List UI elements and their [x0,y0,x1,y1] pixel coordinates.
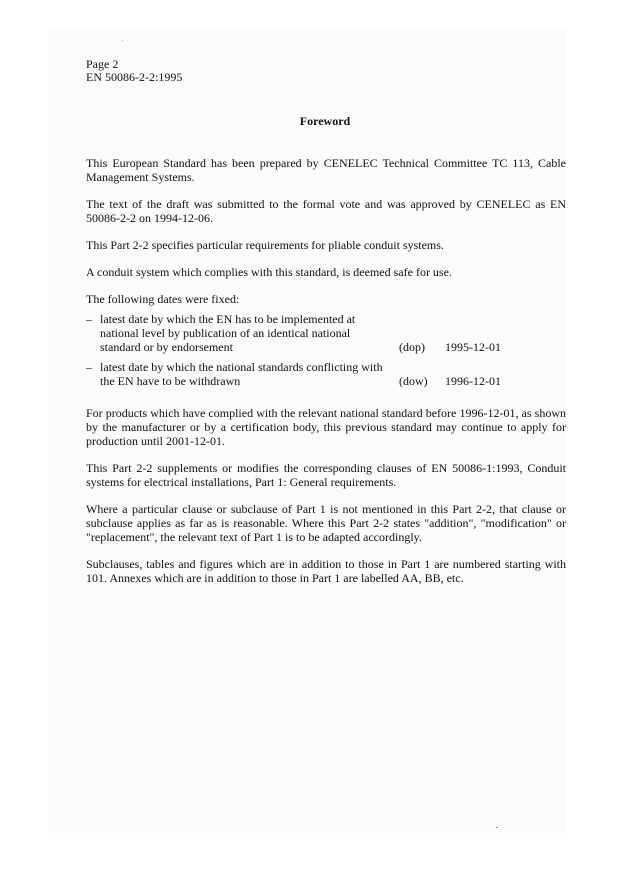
scan-speck [122,40,123,41]
foreword-body [86,156,566,598]
page-title: Foreword [299,114,351,128]
date-item-dop [86,312,566,354]
date-description: latest date by which the EN has to be implemented at national level by publication of an identical national standard or by endorsement [100,312,356,354]
date-code: (dow) [399,374,428,388]
paragraph-numbering: Subclauses, tables and figures which are in addition to those in Part 1 are numbered starting with 101. Annexes which are in addition to those in Part 1 are labelled AA, BB, etc. [86,557,566,585]
paragraph-committee: This European Standard has been prepared by CENELEC Technical Committee TC 113, Cable Management Systems. [86,156,566,184]
list-dash: – [86,312,92,326]
date-item-dow [86,360,566,388]
date-value: 1995-12-01 [445,340,501,354]
date-description: latest date by which the national standards conflicting with the EN have to be withdrawn [100,360,383,388]
list-dash: – [86,360,92,374]
paragraph-supplements: This Part 2-2 supplements or modifies the corresponding clauses of EN 50086-1:1993, Conduit systems for electrical installations, Part 1: General requirements. [86,461,566,489]
page-number: Page 2 [86,57,119,71]
dates-intro: The following dates were fixed: [86,292,240,306]
paragraph-safety: A conduit system which complies with this standard, is deemed safe for use. [86,265,452,279]
scan-speck [496,827,498,828]
paragraph-transition: For products which have complied with the relevant national standard before 1996-12-01, as shown by the manufacturer or by a certification body, this previous standard may continue to apply for production until 2001-12-01. [86,406,566,448]
date-value: 1996-12-01 [445,374,501,388]
page-header [86,58,182,84]
paragraph-scope: This Part 2-2 specifies particular requirements for pliable conduit systems. [86,238,444,252]
dates-section [86,292,566,388]
date-code: (dop) [399,340,425,354]
paragraph-approval: The text of the draft was submitted to the formal vote and was approved by CENELEC as EN 50086-2-2 on 1994-12-06. [86,197,566,225]
document-id: EN 50086-2-2:1995 [86,70,183,84]
paragraph-clauses: Where a particular clause or subclause of Part 1 is not mentioned in this Part 2-2, that clause or subclause applies as far as is reasonable. Where this Part 2-2 states "addition", "modification" or "replacement", the relevant text of Part 1 is to be adapted accordingly. [86,502,566,544]
